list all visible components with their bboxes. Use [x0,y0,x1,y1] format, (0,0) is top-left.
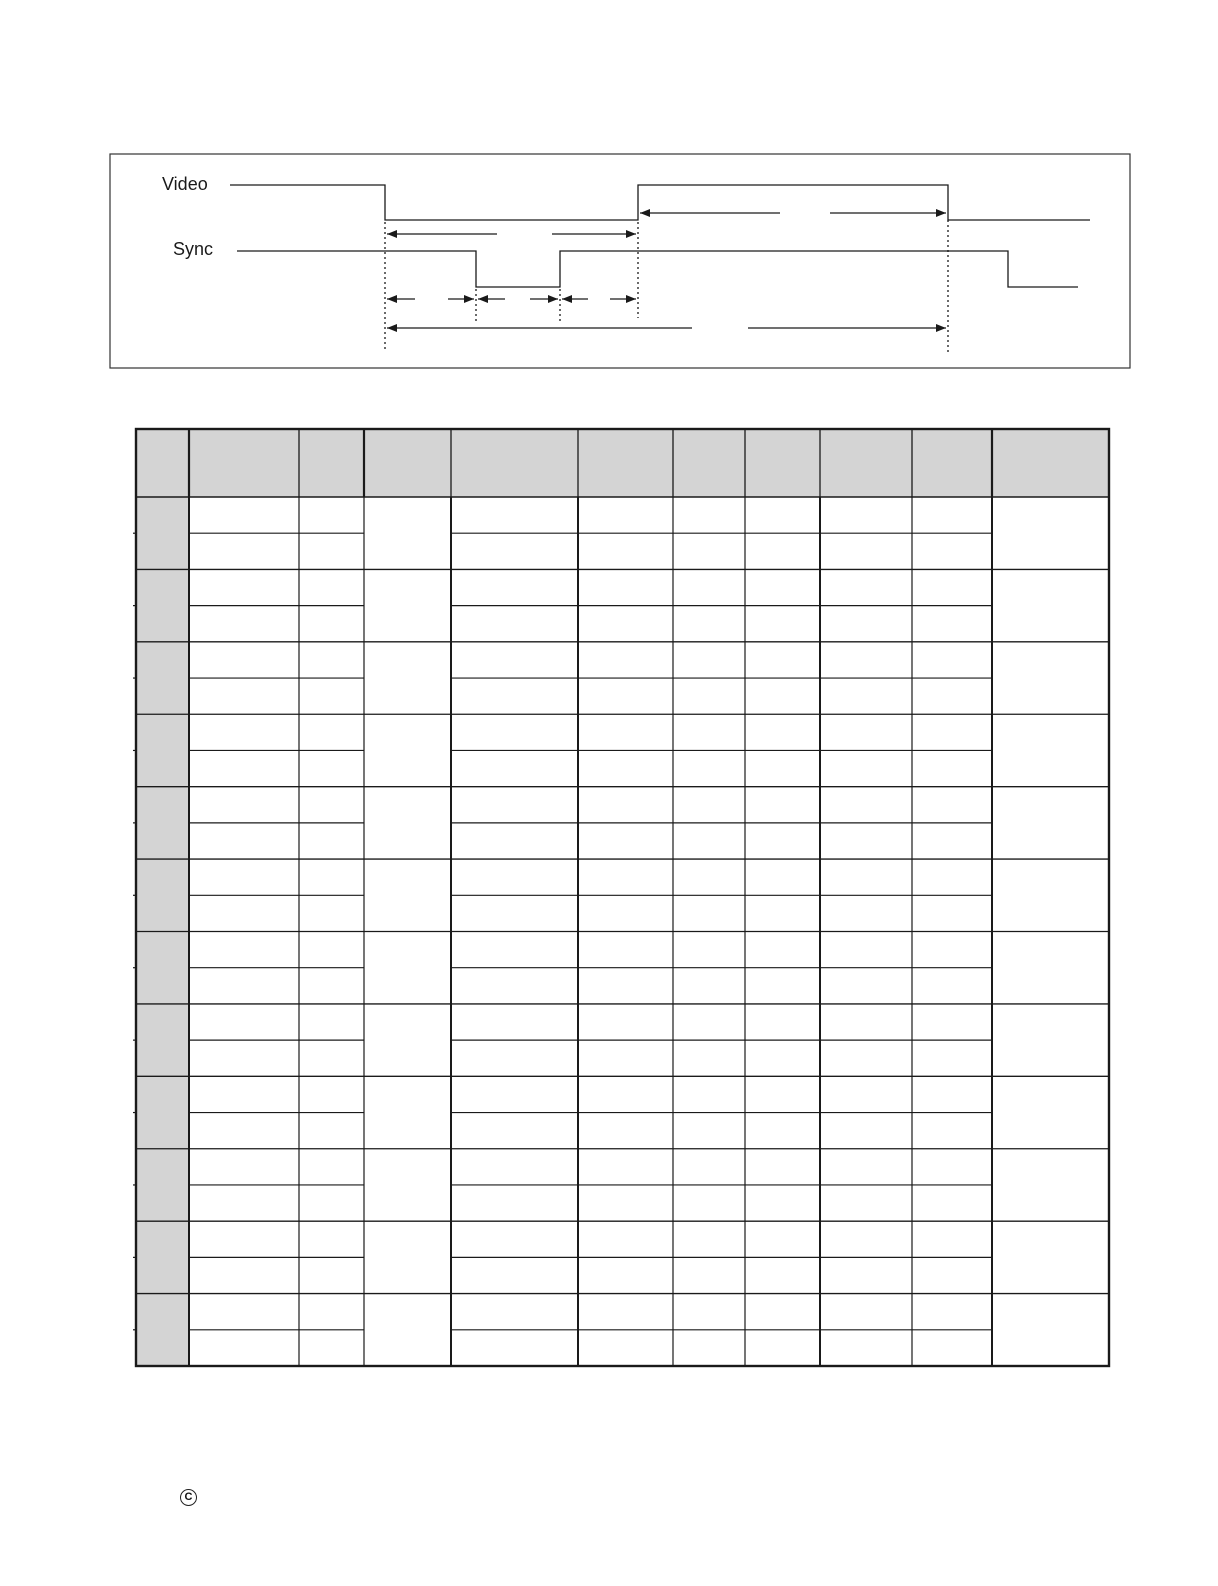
sync-label: Sync [173,239,214,259]
video-label: Video [162,174,208,194]
table-header-band [136,429,1109,497]
copyright-icon: C [180,1489,197,1506]
